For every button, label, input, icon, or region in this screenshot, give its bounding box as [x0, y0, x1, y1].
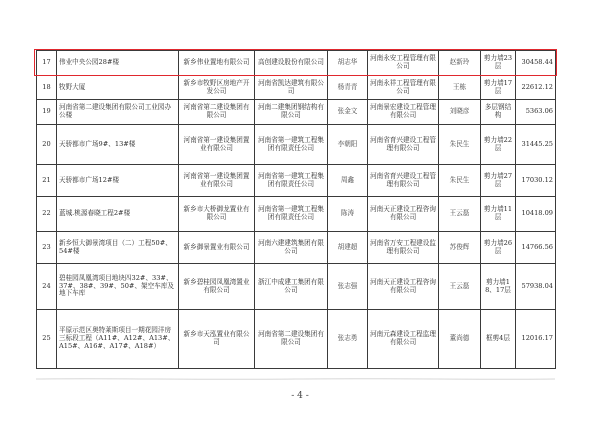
cell-developer: 河南省第二建设集团有限公司 — [179, 100, 255, 125]
cell-project: 新乡恒大御景湾项目（二）工程50#、54#楼 — [57, 232, 179, 264]
cell-supervisor: 河南省育兴建设工程管理有限公司 — [368, 165, 439, 197]
cell-developer: 新乡碧桂园凤凰湾置业有限公司 — [179, 264, 255, 310]
cell-area: 12016.17 — [516, 310, 556, 369]
cell-supervisor: 河南省育兴建设工程管理有限公司 — [368, 125, 439, 165]
cell-no: 18 — [37, 76, 57, 100]
cell-chief: 朱民生 — [439, 125, 481, 165]
cell-structure: 剪力墙27层 — [481, 165, 516, 197]
cell-chief: 刘晓彦 — [439, 100, 481, 125]
cell-supervisor: 河南省万安工程建设监理有限公司 — [368, 232, 439, 264]
cell-chief: 董尚德 — [439, 310, 481, 369]
cell-no: 19 — [37, 100, 57, 125]
cell-no: 21 — [37, 165, 57, 197]
cell-structure: 剪力墙17层 — [481, 76, 516, 100]
cell-structure: 剪力墙26层 — [481, 232, 516, 264]
cell-chief: 王栋 — [439, 76, 481, 100]
cell-area: 14766.56 — [516, 232, 556, 264]
table-row — [37, 310, 556, 369]
cell-area: 31445.25 — [516, 125, 556, 165]
cell-structure: 剪力墙11层 — [481, 197, 516, 232]
cell-contractor: 河南省第二建设集团有限公司 — [255, 310, 328, 369]
cell-area: 22612.12 — [516, 76, 556, 100]
cell-project: 河南省第二建设集团有限公司工业园办公楼 — [57, 100, 179, 125]
cell-manager: 张金文 — [328, 100, 368, 125]
scan-smudge — [36, 376, 555, 382]
table-row — [37, 125, 556, 165]
cell-project: 碧桂园凤凰湾项目地块四32#、33#、37#、38#、39#、50#、架空车库及地下车库 — [57, 264, 179, 310]
cell-chief: 赵新玲 — [439, 51, 481, 76]
cell-developer: 河南省第一建设集团置业有限公司 — [179, 165, 255, 197]
cell-no: 17 — [37, 51, 57, 76]
cell-project: 天骄都市广场9#、13#楼 — [57, 125, 179, 165]
cell-contractor: 河南六建建筑集团有限公司 — [255, 232, 328, 264]
cell-structure: 剪力墙23层 — [481, 51, 516, 76]
cell-project: 天骄都市广场12#楼 — [57, 165, 179, 197]
cell-contractor: 河南二建集团钢结构有限公司 — [255, 100, 328, 125]
cell-area: 30458.44 — [516, 51, 556, 76]
cell-manager: 李朝阳 — [328, 125, 368, 165]
cell-project: 伟业中央公园28#楼 — [57, 51, 179, 76]
table-row — [37, 264, 556, 310]
cell-developer: 新乡市大桥御龙置业有限公司 — [179, 197, 255, 232]
cell-contractor: 河南省凯达建筑有限公司 — [255, 76, 328, 100]
cell-structure: 剪力墙22层 — [481, 125, 516, 165]
cell-manager: 杨青青 — [328, 76, 368, 100]
cell-no: 20 — [37, 125, 57, 165]
cell-area: 5363.06 — [516, 100, 556, 125]
cell-manager: 胡志华 — [328, 51, 368, 76]
cell-structure: 剪力墙18、17层 — [481, 264, 516, 310]
cell-area: 17030.12 — [516, 165, 556, 197]
cell-contractor: 高创建设股份有限公司 — [255, 51, 328, 76]
table-row — [37, 165, 556, 197]
cell-manager: 张志强 — [328, 264, 368, 310]
cell-structure: 框剪4层 — [481, 310, 516, 369]
cell-no: 23 — [37, 232, 57, 264]
cell-manager: 张志勇 — [328, 310, 368, 369]
cell-developer: 新乡市天泓置业有限公司 — [179, 310, 255, 369]
page-number: - 4 - — [291, 391, 309, 401]
cell-supervisor: 河南永安工程管理有限公司 — [368, 51, 439, 76]
cell-manager: 周鑫 — [328, 165, 368, 197]
cell-supervisor: 河南元森建设工程监理有限公司 — [368, 310, 439, 369]
table-row — [37, 51, 556, 76]
table-row — [37, 76, 556, 100]
cell-chief: 王云磊 — [439, 264, 481, 310]
cell-project: 牧野大厦 — [57, 76, 179, 100]
cell-project: 平原示范区奥特莱斯项目一期花园洋房三标段工程（A11#、A12#、A13#、A15#、A16#、A17#、A18#） — [57, 310, 179, 369]
cell-supervisor: 河南天正建设工程咨询有限公司 — [368, 197, 439, 232]
table-body — [37, 51, 556, 369]
cell-contractor: 河南省第一建筑工程集团有限责任公司 — [255, 125, 328, 165]
cell-contractor: 河南省第一建筑工程集团有限责任公司 — [255, 197, 328, 232]
cell-manager: 胡建超 — [328, 232, 368, 264]
cell-developer: 新乡御景置业有限公司 — [179, 232, 255, 264]
cell-chief: 苏俊辉 — [439, 232, 481, 264]
table-row — [37, 232, 556, 264]
cell-developer: 河南省第一建设集团置业有限公司 — [179, 125, 255, 165]
cell-no: 25 — [37, 310, 57, 369]
cell-area: 10418.09 — [516, 197, 556, 232]
cell-area: 57938.04 — [516, 264, 556, 310]
cell-chief: 朱民生 — [439, 165, 481, 197]
cell-no: 22 — [37, 197, 57, 232]
cell-developer: 新乡市牧野区房地产开发公司 — [179, 76, 255, 100]
cell-developer: 新乡伟业置地有限公司 — [179, 51, 255, 76]
cell-manager: 陈涛 — [328, 197, 368, 232]
cell-chief: 王云磊 — [439, 197, 481, 232]
project-table — [36, 50, 556, 369]
table-row — [37, 100, 556, 125]
cell-contractor: 河南省第一建筑工程集团有限责任公司 — [255, 165, 328, 197]
cell-supervisor: 河南天正建设工程咨询有限公司 — [368, 264, 439, 310]
table-row — [37, 197, 556, 232]
cell-project: 蓝城.桃源春晓工程2#楼 — [57, 197, 179, 232]
cell-no: 24 — [37, 264, 57, 310]
cell-contractor: 浙江中成建工集团有限公司 — [255, 264, 328, 310]
cell-supervisor: 河南景宏建设工程管理有限公司 — [368, 100, 439, 125]
cell-structure: 多层钢结构 — [481, 100, 516, 125]
cell-supervisor: 河南永祥工程管理有限公司 — [368, 76, 439, 100]
